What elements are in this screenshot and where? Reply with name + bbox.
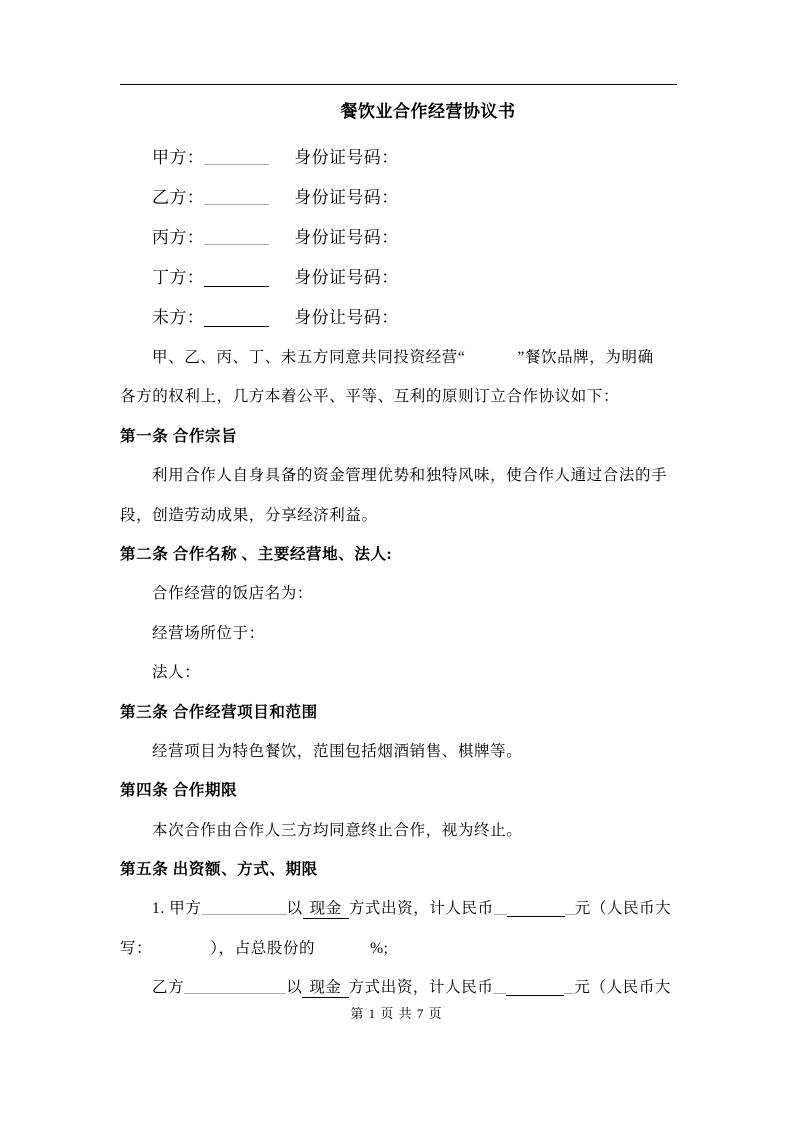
- payment-method-text: 现金: [309, 979, 342, 997]
- party-id-label: 身份证号码：: [294, 268, 399, 287]
- party-name-blank: [204, 152, 269, 165]
- clause-1-cont-end: %;: [370, 939, 389, 957]
- section-4-body: 本次合作由合作人三方均同意终止合作，视为终止。: [152, 821, 523, 839]
- clause-2-line-1: [120, 968, 680, 1007]
- section-2-heading: 第二条 合作名称 、主要经营地、法人:: [120, 545, 393, 563]
- section-3-heading: 第三条 合作经营项目和范围: [120, 703, 318, 721]
- investor-name-blank: [202, 902, 287, 915]
- spacer: [269, 322, 294, 323]
- business-location-line: 经营场所位于：: [152, 624, 265, 642]
- share-percent-gap: [315, 952, 370, 953]
- party-row-jiafang: [120, 138, 680, 178]
- party-name-blank: [204, 274, 269, 287]
- clause-1-prefix: 1. 甲方: [152, 900, 202, 918]
- section-1-line-2: 段，创造劳动成果，分享经济利益。: [120, 506, 378, 524]
- clause-2-connector: 以: [286, 979, 303, 997]
- legal-person-line: 法人：: [152, 664, 201, 682]
- party-id-label: 身份证号码：: [294, 148, 399, 167]
- amount-blank: [506, 983, 564, 996]
- section-5-heading: 第五条 出资额、方式、期限: [120, 861, 318, 879]
- party-name-blank: [204, 314, 269, 327]
- intro-text-after-quote: ”餐饮品牌，为明确: [517, 349, 654, 366]
- party-label: 未方：: [152, 308, 205, 327]
- clause-1-cont-start: 写：: [120, 939, 153, 957]
- investor-name-blank: [184, 981, 286, 994]
- page-footer: 第 1 页 共 7 页: [350, 1006, 443, 1021]
- section-1-line-1: 利用合作人自身具备的资金管理优势和独特风味，使合作人通过合法的手: [152, 467, 668, 485]
- amount-blank: [507, 904, 565, 917]
- party-row-dingfang: [120, 258, 680, 298]
- amount-words-gap: [152, 952, 210, 953]
- spacer: [269, 202, 294, 203]
- party-row-weifang: [120, 298, 680, 338]
- payment-method-underlined: [303, 900, 349, 919]
- spacer: [269, 242, 294, 243]
- intro-line-2: 各方的权利上，几方本着公平、平等、互利的原则订立合作协议如下：: [120, 388, 620, 406]
- party-label: 丙方：: [152, 228, 205, 247]
- clause-1-connector: 以: [286, 900, 303, 918]
- clause-2-suffix: 元（人民币大: [574, 979, 672, 997]
- intro-text-before-quote: 甲、乙、丙、丁、未五方同意共同投资经营“: [152, 349, 466, 366]
- spacer: [269, 162, 294, 163]
- party-name-blank: [204, 192, 269, 205]
- amount-blank-tail: [565, 902, 575, 915]
- party-row-yifang: [120, 178, 680, 218]
- party-id-label: 身份让号码：: [294, 308, 399, 327]
- section-3-body: 经营项目为特色餐饮，范围包括烟酒销售、棋牌等。: [152, 742, 523, 760]
- party-name-blank: [204, 232, 269, 245]
- document-title: 餐饮业合作经营协议书: [340, 102, 516, 121]
- party-label: 甲方：: [152, 148, 205, 167]
- clause-1-cont-mid: ），占总股份的: [210, 939, 316, 957]
- section-1-heading: 第一条 合作宗旨: [120, 427, 238, 445]
- document-content: [120, 86, 680, 1008]
- party-label: 乙方：: [152, 188, 205, 207]
- party-id-label: 身份证号码：: [294, 228, 399, 247]
- party-id-label: 身份证号码：: [294, 188, 399, 207]
- brand-name-gap: [465, 361, 517, 362]
- clause-2-after-method: 方式出资，计人民币: [348, 979, 494, 997]
- intro-line-1: [120, 338, 680, 377]
- amount-blank-lead: [493, 981, 506, 994]
- amount-blank-lead: [494, 902, 507, 915]
- clause-1-line-2: [120, 929, 680, 968]
- amount-blank-tail: [564, 981, 574, 994]
- clause-1-line-1: [120, 889, 680, 928]
- payment-method-underlined: [302, 979, 348, 998]
- party-row-bingfang: [120, 218, 680, 258]
- clause-1-after-method: 方式出资，计人民币: [348, 900, 494, 918]
- section-4-heading: 第四条 合作期限: [120, 782, 238, 800]
- restaurant-name-line: 合作经营的饭店名为：: [152, 585, 314, 603]
- spacer: [269, 282, 294, 283]
- header-rule: [120, 84, 677, 85]
- payment-method-text: 现金: [309, 900, 342, 918]
- clause-2-prefix: 乙方: [152, 979, 185, 997]
- clause-1-suffix: 元（人民币大: [574, 900, 672, 918]
- party-label: 丁方：: [152, 268, 205, 287]
